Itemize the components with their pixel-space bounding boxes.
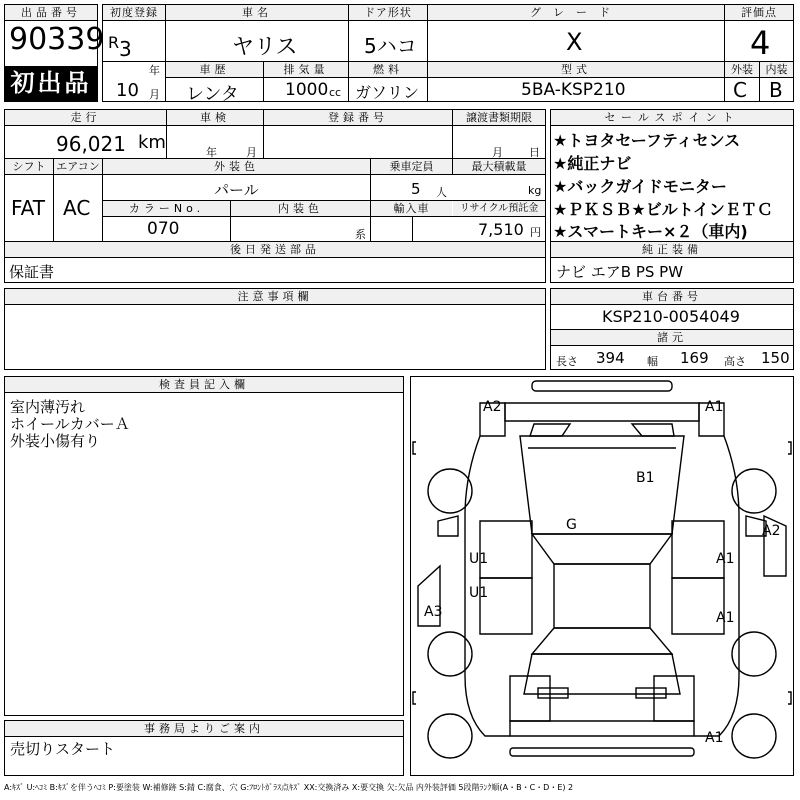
genuine-equip-value: ナビ エアB PS PW — [556, 263, 684, 281]
interior-header: 内装 — [760, 62, 793, 78]
mark-right-front-door: A1 — [716, 551, 735, 567]
reg-month-unit: 月 — [149, 88, 160, 101]
door-type: 5ハコ — [364, 34, 417, 58]
mark-front-right: A1 — [705, 399, 724, 415]
car-name-header: 車名 — [166, 5, 348, 21]
mark-left-rear-door: U1 — [469, 585, 489, 601]
car-name: ヤリス — [232, 35, 298, 60]
spec-length: 394 — [596, 349, 625, 367]
interior-score: B — [769, 78, 783, 102]
sales-point-3: ★バックガイドモニター — [553, 177, 727, 196]
fuel-value: ガソリン — [355, 83, 420, 102]
reg-month: 10 — [116, 80, 139, 101]
first-listing-badge: 初出品 — [5, 66, 97, 101]
import-header: 輸入車 — [371, 201, 452, 217]
int-color-header: 内装色 — [231, 201, 370, 217]
displacement-value: 1000 — [285, 80, 329, 100]
exterior-header: 外装 — [725, 62, 759, 78]
inspector-note-1: 室内薄汚れ — [10, 398, 86, 416]
reg-year: 3 — [119, 37, 132, 61]
model-header: 型式 — [428, 62, 724, 78]
transfer-header: 譲渡書類期限 — [453, 110, 545, 126]
recycle-value: 7,510 — [478, 220, 524, 239]
model-value: 5BA-KSP210 — [521, 80, 626, 100]
mark-left-front-door: U1 — [469, 551, 489, 567]
reg-era: R — [108, 33, 120, 52]
ext-color-value: パール — [214, 181, 259, 199]
inspector-note-3: 外装小傷有り — [10, 432, 101, 450]
fuel-header: 燃料 — [349, 62, 427, 78]
capacity-unit: 人 — [436, 186, 447, 199]
inspection-month-unit: 月 — [246, 146, 257, 159]
color-no-value: 070 — [147, 219, 180, 239]
sales-points-header: セールスポイント — [551, 110, 793, 126]
displacement-header: 排気量 — [264, 62, 348, 78]
notes-header: 注意事項欄 — [5, 289, 545, 305]
sales-point-4: ★ＰＫＳＢ★ビルトインＥＴＣ — [553, 200, 773, 219]
capacity-header: 乗車定員 — [371, 159, 452, 175]
max-load-header: 最大積載量 — [453, 159, 545, 175]
displacement-unit: cc — [329, 86, 342, 99]
score-header: 評価点 — [725, 5, 793, 21]
grade-header: グレード — [428, 5, 724, 21]
genuine-equip-header: 純正装備 — [551, 242, 793, 258]
spec-width-label: 幅 — [647, 355, 658, 368]
inspection-year-unit: 年 — [206, 146, 217, 159]
car-diagram — [410, 376, 794, 776]
exterior-score: C — [733, 78, 747, 102]
lot-number: 90339 — [9, 22, 105, 57]
history-value: レンタ — [186, 84, 239, 105]
ext-color-header: 外装色 — [103, 159, 370, 175]
chassis-number: KSP210-0054049 — [602, 307, 740, 326]
spec-height: 150 — [761, 349, 790, 367]
color-no-header: カラーNo. — [103, 201, 230, 217]
capacity-value: 5 — [411, 180, 421, 198]
mileage-header: 走行 — [5, 110, 166, 126]
reg-year-unit: 年 — [149, 64, 160, 77]
mark-left-rear-fender: A3 — [424, 604, 443, 620]
legend-text: A:ｷｽﾞ U:ﾍｺﾐ B:ｷｽﾞを伴うﾍｺﾐ P:要塗装 W:補修跡 S:錆 C:腐食、穴 G:ﾌﾛﾝﾄｶﾞﾗｽ点ｷｽﾞ XX:交換済み X:要交換 欠:欠品 内外装評価 5段階ﾗﾝｸ順(A・B・C・D・E) 2 — [4, 783, 574, 792]
score-value: 4 — [750, 24, 771, 62]
sales-point-5: ★スマートキー×２（車内) — [553, 222, 748, 241]
sales-point-2: ★純正ナビ — [553, 154, 632, 173]
mark-right-rear-door: A1 — [716, 610, 735, 626]
shift-value: FAT — [11, 196, 46, 220]
history-header: 車歴 — [166, 62, 263, 78]
grade-value: X — [566, 28, 583, 56]
office-header: 事務局よりご案内 — [5, 721, 403, 737]
spec-length-label: 長さ — [556, 355, 578, 368]
first-reg-header: 初度登録 — [103, 5, 165, 21]
aircon-value: AC — [63, 196, 91, 220]
mark-hood: B1 — [636, 470, 655, 486]
mark-rear: A1 — [705, 730, 724, 746]
spec-width: 169 — [680, 349, 709, 367]
specs-header: 諸元 — [551, 330, 793, 346]
recycle-unit: 円 — [530, 226, 541, 239]
mark-front-left: A2 — [483, 399, 502, 415]
int-color-suffix: 系 — [355, 228, 366, 241]
aircon-header: エアコン — [54, 159, 102, 175]
transfer-day-unit: 日 — [529, 146, 540, 159]
transfer-month-unit: 月 — [492, 146, 503, 159]
later-parts-value: 保証書 — [9, 263, 55, 281]
sales-point-1: ★トヨタセーフティセンス — [553, 131, 741, 150]
later-parts-header: 後日発送部品 — [5, 242, 545, 258]
inspection-header: 車検 — [167, 110, 263, 126]
mark-right-front-fender: A2 — [762, 523, 781, 539]
office-note: 売切りスタート — [10, 740, 116, 758]
door-header: ドア形状 — [349, 5, 427, 21]
spec-height-label: 高さ — [724, 355, 746, 368]
shift-header: シフト — [5, 159, 53, 175]
mileage-value: 96,021 — [56, 132, 126, 156]
lot-header: 出品番号 — [5, 5, 97, 21]
max-load-unit: kg — [528, 184, 542, 197]
inspector-header: 検査員記入欄 — [5, 377, 403, 393]
mark-roof: G — [566, 517, 577, 533]
chassis-header: 車台番号 — [551, 289, 793, 305]
reg-no-header: 登録番号 — [264, 110, 452, 126]
mileage-unit: km — [138, 132, 166, 153]
inspector-note-2: ホイールカバーＡ — [10, 415, 130, 433]
recycle-header: リサイクル預託金 — [453, 201, 545, 217]
